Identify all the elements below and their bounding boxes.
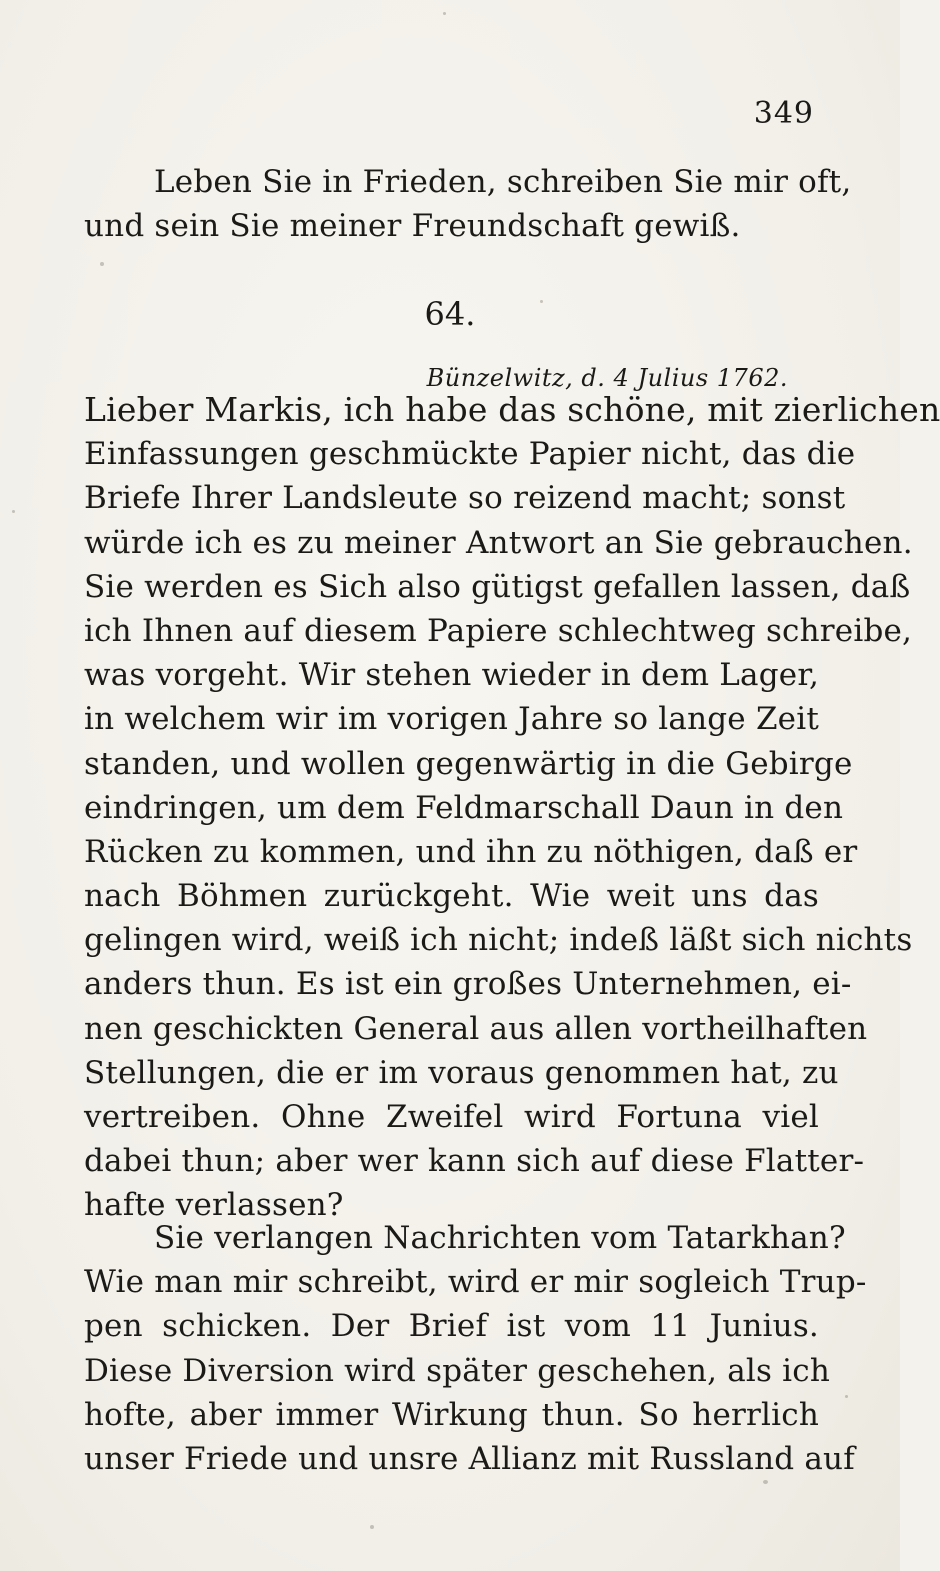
closing-paragraph	[84, 160, 852, 248]
text-line: Briefe Ihrer Landsleute so reizend macht; sonst	[84, 480, 846, 517]
text-line: Stellungen, die er im voraus genommen hat, zu	[84, 1054, 839, 1091]
text-line: hofte, aber immer Wirkung thun. So herrlich	[84, 1396, 819, 1433]
paper-speck	[845, 1395, 848, 1398]
text-line: Lieber Markis, ich habe das schöne, mit zierlichen	[84, 390, 940, 429]
text-line: pen schicken. Der Brief ist vom 11 Junius.	[84, 1308, 819, 1345]
text-line: eindringen, um dem Feldmarschall Daun in den	[84, 789, 844, 826]
text-line: unser Friede und unsre Allianz mit Russland auf	[84, 1440, 855, 1477]
text-line: in welchem wir im vorigen Jahre so lange Zeit	[84, 701, 819, 738]
letter-paragraph-1	[84, 388, 940, 1228]
text-line: Sie verlangen Nachrichten vom Tatarkhan?	[154, 1220, 846, 1256]
text-line: was vorgeht. Wir stehen wieder in dem Lager,	[84, 657, 819, 694]
text-line: Wie man mir schreibt, wird er mir sogleich Trup-	[84, 1264, 867, 1301]
paper-speck	[540, 300, 543, 303]
closing-line: und sein Sie meiner Freundschaft gewiß.	[84, 208, 741, 245]
text-line: Einfassungen geschmückte Papier nicht, das die	[84, 436, 856, 473]
paper-speck	[100, 262, 104, 266]
closing-line: Leben Sie in Frieden, schreiben Sie mir oft,	[154, 164, 852, 200]
text-line: Sie werden es Sich also gütigst gefallen lassen, daß	[84, 568, 911, 605]
text-line: ich Ihnen auf diesem Papiere schlechtweg schreibe,	[84, 612, 913, 649]
text-line: standen, und wollen gegenwärtig in die Gebirge	[84, 745, 853, 782]
dateline: Bünzelwitz, d. 4 Julius 1762.	[426, 364, 788, 392]
text-line: Rücken zu kommen, und ihn zu nöthigen, daß er	[84, 833, 858, 870]
text-line: nen geschickten General aus allen vortheilhaften	[84, 1010, 868, 1047]
paper-speck	[763, 1480, 768, 1484]
text-line: Diese Diversion wird später geschehen, als ich	[84, 1352, 831, 1389]
paper-speck	[370, 1525, 374, 1529]
paper-speck	[443, 12, 446, 15]
text-line: anders thun. Es ist ein großes Unternehmen, ei-	[84, 966, 852, 1003]
text-line: nach Böhmen zurückgeht. Wie weit uns das	[84, 878, 819, 915]
letter-paragraph-2	[84, 1216, 867, 1481]
text-line: dabei thun; aber wer kann sich auf diese Flatter-	[84, 1143, 865, 1180]
text-line: gelingen wird, weiß ich nicht; indeß läßt sich nichts	[84, 922, 913, 959]
letter-number: 64.	[424, 295, 476, 333]
text-line: hafte verlassen?	[84, 1187, 344, 1224]
text-line: vertreiben. Ohne Zweifel wird Fortuna viel	[84, 1099, 819, 1135]
page-number: 349	[753, 96, 814, 131]
paper-speck	[12, 510, 15, 513]
text-line: würde ich es zu meiner Antwort an Sie gebrauchen.	[84, 524, 913, 561]
